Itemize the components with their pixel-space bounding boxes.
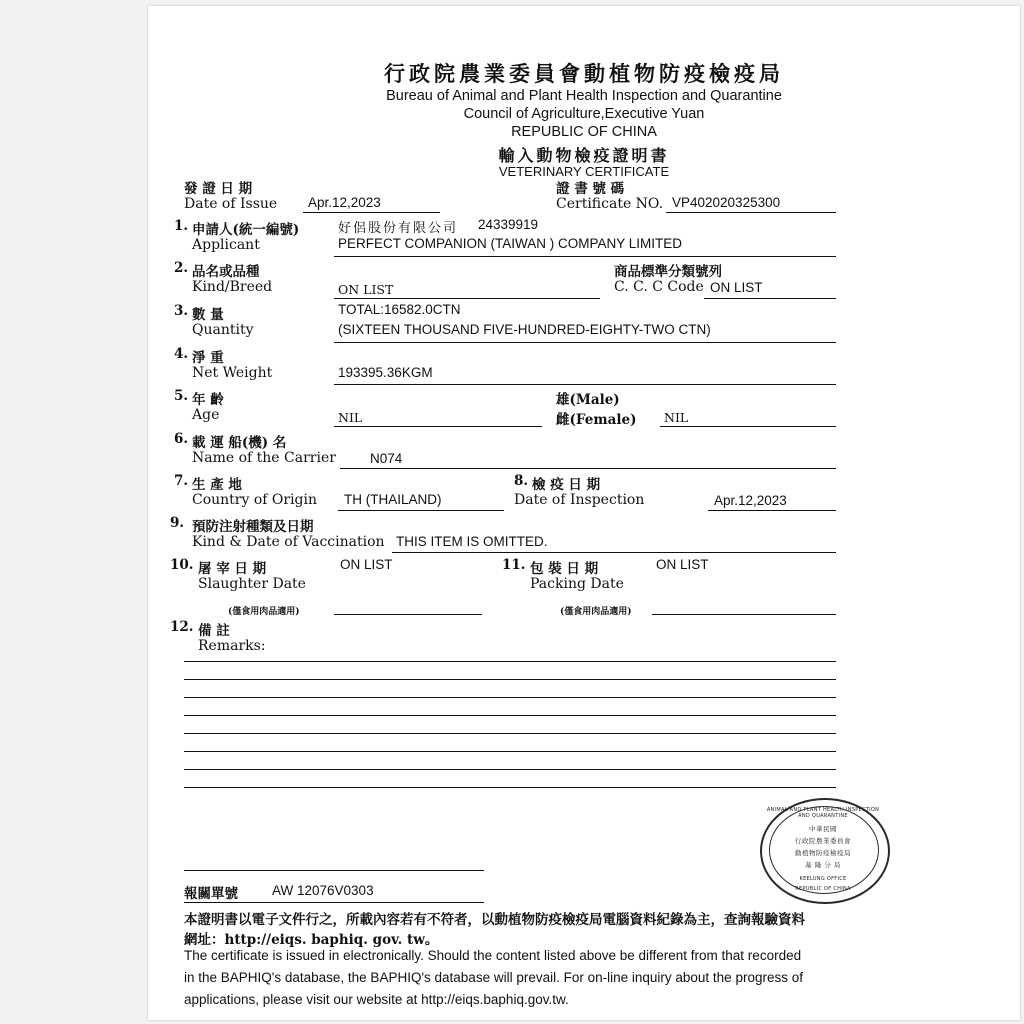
carrier-underline bbox=[340, 468, 836, 469]
age-label-cn: 年 齡 bbox=[192, 392, 224, 408]
footer-english-line-2: in the BAPHIQ's database, the BAPHIQ's database will prevail. For on-line inquiry about the progress of bbox=[184, 970, 803, 985]
declaration-bottom-rule bbox=[184, 902, 484, 903]
quantity-underline bbox=[334, 342, 836, 343]
country-of-origin-value: TH (THAILAND) bbox=[344, 492, 442, 507]
net-weight-value: 193395.36KGM bbox=[338, 365, 433, 380]
age-male-label: 雄(Male) bbox=[556, 392, 620, 408]
declaration-no-value: AW 12076V0303 bbox=[272, 883, 374, 898]
remarks-line-7 bbox=[184, 769, 836, 770]
remarks-no: 12. bbox=[170, 619, 194, 635]
seal-line-1: 中華民國 bbox=[809, 825, 837, 833]
applicant-no: 1. bbox=[174, 218, 189, 234]
remarks-label-en: Remarks: bbox=[198, 638, 266, 654]
kind-breed-label-cn: 品名或品種 bbox=[192, 264, 260, 280]
country-line: REPUBLIC OF CHINA bbox=[511, 124, 657, 140]
packing-date-no: 11. bbox=[502, 557, 526, 573]
date-of-issue-value: Apr.12,2023 bbox=[308, 195, 381, 210]
packing-date-value: ON LIST bbox=[656, 557, 709, 572]
slaughter-date-no: 10. bbox=[170, 557, 194, 573]
remarks-line-3 bbox=[184, 697, 836, 698]
seal-arc-top-text: ANIMAL AND PLANT HEALTH INSPECTION AND QUARANTINE bbox=[766, 807, 880, 819]
country-of-origin-label-cn: 生 產 地 bbox=[192, 477, 242, 493]
bureau-title-chinese: 行政院農業委員會動植物防疫檢疫局 bbox=[384, 61, 784, 86]
seal-line-2: 行政院農業委員會 bbox=[795, 837, 851, 845]
bureau-title-english: Bureau of Animal and Plant Health Inspection and Quarantine bbox=[386, 88, 782, 104]
kind-breed-underline bbox=[334, 298, 600, 299]
packing-date-underline bbox=[652, 614, 836, 615]
applicant-label-en: Applicant bbox=[192, 237, 260, 253]
ccc-code-label-en: C. C. C Code bbox=[614, 279, 704, 295]
packing-date-note: (僅食用肉品適用) bbox=[560, 607, 632, 617]
seal-line-3: 動植物防疫檢疫局 bbox=[795, 849, 851, 857]
country-of-origin-no: 7. bbox=[174, 473, 189, 489]
remarks-line-5 bbox=[184, 733, 836, 734]
net-weight-label-en: Net Weight bbox=[192, 365, 273, 381]
net-weight-underline bbox=[334, 384, 836, 385]
date-of-inspection-no: 8. bbox=[514, 473, 529, 489]
slaughter-date-label-cn: 屠 宰 日 期 bbox=[198, 561, 267, 577]
vaccination-label-cn: 預防注射種類及日期 bbox=[192, 519, 314, 535]
age-no: 5. bbox=[174, 388, 189, 404]
kind-breed-no: 2. bbox=[174, 260, 189, 276]
date-of-issue-underline bbox=[303, 212, 440, 213]
declaration-no-label: 報關單號 bbox=[184, 886, 238, 902]
vaccination-label-en: Kind & Date of Vaccination bbox=[192, 534, 385, 550]
remarks-line-1 bbox=[184, 661, 836, 662]
applicant-uniform-number: 24339919 bbox=[478, 217, 539, 232]
applicant-underline bbox=[334, 256, 836, 257]
kind-breed-label-en: Kind/Breed bbox=[192, 279, 273, 295]
document-title-english: VETERINARY CERTIFICATE bbox=[498, 164, 670, 179]
country-of-origin-label-en: Country of Origin bbox=[192, 492, 318, 508]
vaccination-no: 9. bbox=[170, 515, 185, 531]
seal-arc-bottom-text: REPUBLIC OF CHINA bbox=[795, 886, 851, 892]
certificate-no-label-cn: 證 書 號 碼 bbox=[556, 181, 625, 197]
remarks-line-2 bbox=[184, 679, 836, 680]
carrier-label-en: Name of the Carrier bbox=[192, 450, 336, 466]
quantity-label-cn: 數 量 bbox=[192, 307, 224, 323]
seal-office-text: KEELUNG OFFICE bbox=[799, 876, 847, 882]
certificate-sheet bbox=[148, 6, 1020, 1020]
slaughter-date-underline bbox=[334, 614, 482, 615]
packing-date-label-cn: 包 裝 日 期 bbox=[530, 561, 599, 577]
footer-chinese-line-1: 本證明書以電子文件行之，所載內容若有不符者，以動植物防疫檢疫局電腦資料紀錄為主，查詢報驗資料 bbox=[184, 912, 805, 928]
quantity-label-en: Quantity bbox=[192, 322, 254, 338]
applicant-value-chinese: 好侶股份有限公司 bbox=[338, 220, 459, 235]
footer-english-line-1: The certificate is issued in electronically. Should the content listed above be different from that recorded bbox=[184, 948, 802, 963]
applicant-label-cn: 申請人(統一編號) bbox=[192, 222, 300, 238]
certificate-no-underline bbox=[666, 212, 836, 213]
slaughter-date-value: ON LIST bbox=[340, 557, 393, 572]
slaughter-date-label-en: Slaughter Date bbox=[198, 576, 306, 592]
quantity-value-words: (SIXTEEN THOUSAND FIVE-HUNDRED-EIGHTY-TWO CTN) bbox=[338, 322, 711, 337]
ccc-code-underline bbox=[704, 298, 836, 299]
net-weight-label-cn: 淨 重 bbox=[192, 350, 224, 366]
packing-date-label-en: Packing Date bbox=[530, 576, 624, 592]
net-weight-no: 4. bbox=[174, 346, 189, 362]
date-of-inspection-label-cn: 檢 疫 日 期 bbox=[532, 477, 601, 493]
remarks-label-cn: 備 註 bbox=[198, 623, 230, 639]
date-of-inspection-label-en: Date of Inspection bbox=[514, 492, 645, 508]
remarks-line-6 bbox=[184, 751, 836, 752]
quantity-no: 3. bbox=[174, 303, 189, 319]
carrier-value: N074 bbox=[370, 451, 403, 466]
document-title-chinese: 輸入動物檢疫證明書 bbox=[498, 146, 670, 165]
remarks-line-4 bbox=[184, 715, 836, 716]
footer-chinese-line-2: 網址：http://eiqs. baphiq. gov. tw。 bbox=[184, 932, 439, 948]
slaughter-date-note: (僅食用肉品適用) bbox=[228, 607, 300, 617]
age-male-value: NIL bbox=[338, 410, 363, 425]
carrier-label-cn: 載 運 船(機) 名 bbox=[192, 435, 287, 451]
age-label-en: Age bbox=[192, 407, 220, 423]
ccc-code-value: ON LIST bbox=[710, 280, 763, 295]
country-of-origin-underline bbox=[338, 510, 504, 511]
vaccination-value: THIS ITEM IS OMITTED. bbox=[396, 534, 548, 549]
carrier-no: 6. bbox=[174, 431, 189, 447]
quantity-value-total: TOTAL:16582.0CTN bbox=[338, 302, 461, 317]
applicant-value-english: PERFECT COMPANION (TAIWAN ) COMPANY LIMITED bbox=[338, 236, 683, 251]
age-female-underline bbox=[660, 426, 836, 427]
council-line: Council of Agriculture,Executive Yuan bbox=[463, 106, 705, 122]
official-seal bbox=[760, 798, 888, 902]
certificate-no-value: VP402020325300 bbox=[672, 195, 781, 210]
footer-english-line-3: applications, please visit our website at http://eiqs.baphiq.gov.tw. bbox=[184, 992, 569, 1007]
vaccination-underline bbox=[392, 552, 836, 553]
certificate-no-label-en: Certificate NO. bbox=[556, 196, 664, 212]
kind-breed-value: ON LIST bbox=[338, 282, 394, 297]
date-of-inspection-underline bbox=[708, 510, 836, 511]
declaration-top-rule bbox=[184, 870, 484, 871]
date-of-issue-label-cn: 發 證 日 期 bbox=[184, 181, 253, 197]
date-of-inspection-value: Apr.12,2023 bbox=[714, 493, 787, 508]
age-female-label: 雌(Female) bbox=[556, 412, 637, 428]
seal-line-4: 基 隆 分 局 bbox=[805, 861, 841, 869]
date-of-issue-label-en: Date of Issue bbox=[184, 196, 278, 212]
age-male-underline bbox=[334, 426, 542, 427]
ccc-code-label-cn: 商品標準分類號列 bbox=[614, 264, 722, 280]
remarks-line-8 bbox=[184, 787, 836, 788]
age-female-value: NIL bbox=[664, 410, 689, 425]
